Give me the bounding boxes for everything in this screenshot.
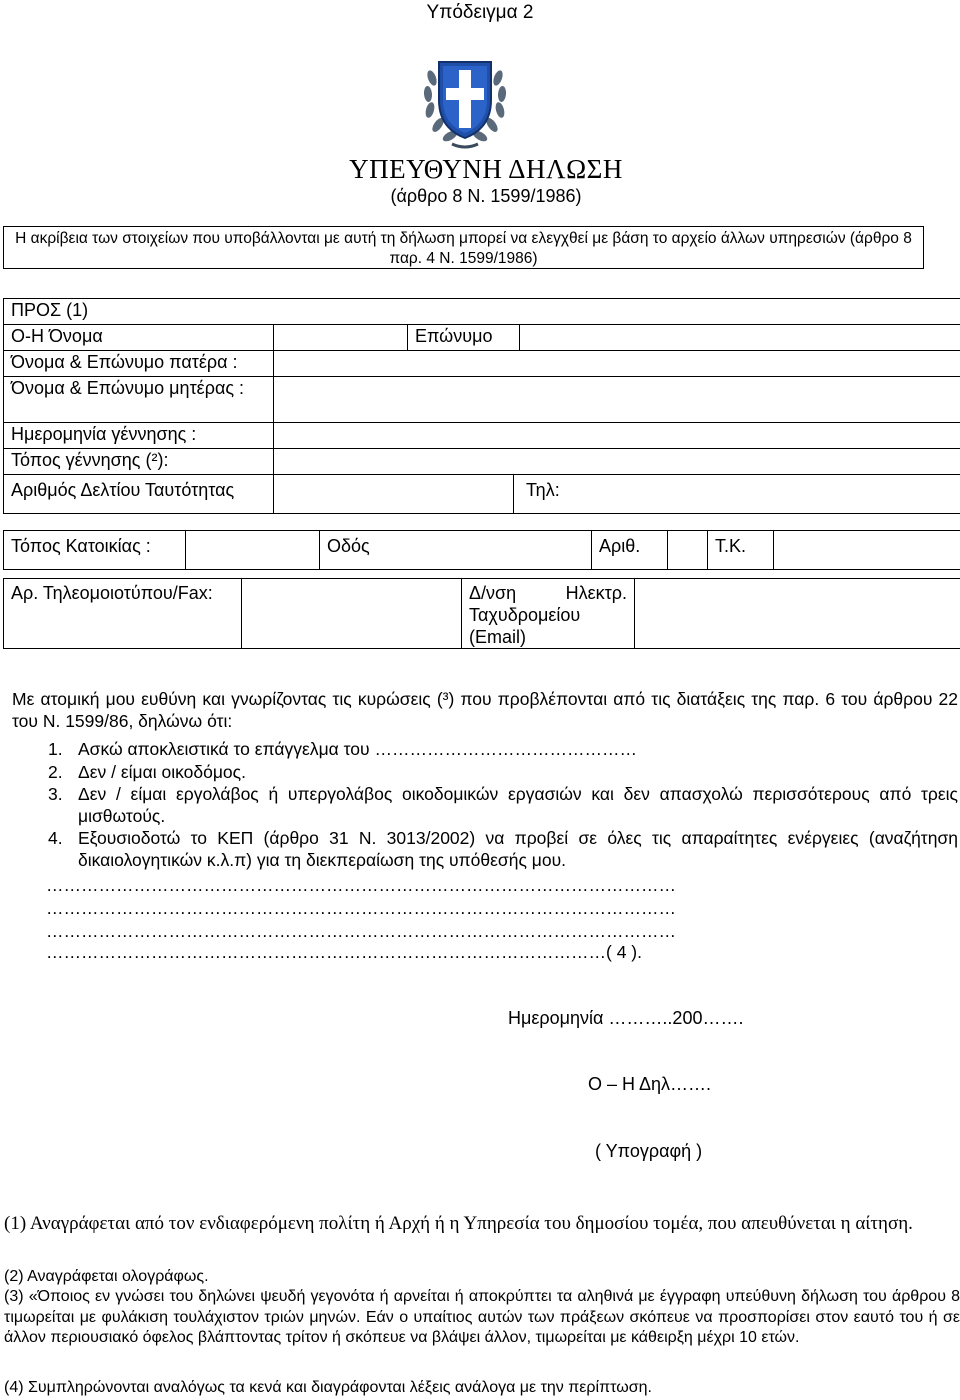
postal-code-field[interactable] <box>774 531 960 570</box>
postal-code-label: Τ.Κ. <box>708 531 774 570</box>
document-subtitle: (άρθρο 8 Ν. 1599/1986) <box>390 186 582 206</box>
table-row <box>4 299 960 325</box>
table-row <box>4 351 960 377</box>
table-row <box>4 579 960 649</box>
first-name-field[interactable] <box>274 325 408 351</box>
table-row <box>4 423 960 449</box>
declaration-item <box>48 827 958 871</box>
residence-label: Τόπος Κατοικίας : <box>4 531 186 570</box>
greek-coat-of-arms-icon <box>422 48 508 152</box>
fax-field[interactable] <box>242 579 462 649</box>
fill-in-line[interactable]: ……………………………………………………………………………………………… <box>46 898 676 918</box>
email-label-line2: Ταχυδρομείου <box>469 605 581 625</box>
id-number-label: Αριθμός Δελτίου Ταυτότητας <box>4 475 274 514</box>
address-table <box>3 530 960 570</box>
birth-date-field[interactable] <box>274 423 960 449</box>
recipient-field[interactable]: ΠΡΟΣ (1) <box>4 299 960 325</box>
footnote-1: (1) Αναγράφεται από τον ενδιαφερόμενη πολίτη ή Αρχή ή η Υπηρεσία του δημοσίου τομέα, που απευθύνεται η αίτηση. <box>4 1213 913 1234</box>
personal-details-table <box>3 298 960 514</box>
item-text: Ασκώ αποκλειστικά το επάγγελμα του ……………………………………… <box>78 739 637 759</box>
fill-in-line[interactable]: ……………………………………………………………………………………………… <box>46 875 676 895</box>
table-row <box>4 531 960 570</box>
item-number: 1. <box>48 739 63 759</box>
footnote-2: (2) Αναγράφεται ολογράφως. <box>4 1268 209 1285</box>
id-number-field[interactable] <box>274 475 514 514</box>
declarant-line: Ο – Η Δηλ……. <box>588 1074 712 1094</box>
mother-name-label: Όνομα & Επώνυμο μητέρας : <box>4 377 274 423</box>
phone-label: Τηλ: <box>514 475 960 514</box>
birth-place-field[interactable] <box>274 449 960 475</box>
declaration-item <box>48 738 960 760</box>
father-name-label: Όνομα & Επώνυμο πατέρα : <box>4 351 274 377</box>
fax-label: Αρ. Τηλεομοιοτύπου/Fax: <box>4 579 242 649</box>
street-label: Οδός <box>320 531 592 570</box>
email-field[interactable] <box>635 579 960 649</box>
footnote-4: (4) Συμπληρώνονται αναλόγως τα κενά και διαγράφονται λέξεις ανάλογα με την περίπτωση. <box>4 1379 652 1396</box>
item-text: Δεν / είμαι οικοδόμος. <box>78 762 246 782</box>
item-text: Δεν / είμαι εργολάβος ή υπεργολάβος οικοδομικών εργασιών και δεν απασχολώ περισσότερους από τρεις μισθωτούς. <box>78 784 958 826</box>
father-name-field[interactable] <box>274 351 960 377</box>
birth-place-label: Τόπος γέννησης (²): <box>4 449 274 475</box>
item-number: 4. <box>48 828 63 848</box>
item-text: Εξουσιοδοτώ το ΚΕΠ (άρθρο 31 Ν. 3013/2002) να προβεί σε όλες τις απαραίτητες ενέργειες (αναζήτηση δικαιολογητικών κ.λ.π) για τη διεκπεραίωση της υπόθεσής μου. <box>78 828 958 870</box>
table-row <box>4 325 960 351</box>
footnote-3: (3) «Όποιος εν γνώσει του δηλώνει ψευδή γεγονότα ή αρνείται ή αποκρύπτει τα αληθινά με έγγραφη υπεύθυνη δήλωση του άρθρου 8 τιμωρείται με φυλάκιση τουλάχιστον τριών μηνών. Εάν ο υπαίτιος αυτών των πράξεων σκόπευε να προσπορίσει στον εαυτό του ή σε άλλον περιουσιακό όφελος βλάπτοντας τρίτον ή σκόπευε να βλάψει άλλον, τιμωρείται με κάθειρξη μέχρι 10 ετών. <box>4 1288 960 1346</box>
declaration-intro: Με ατομική μου ευθύνη και γνωρίζοντας τις κυρώσεις (³) που προβλέπονται από τις διατάξεις της παρ. 6 του άρθρου 22 του Ν. 1599/86, δηλώνω ότι: <box>12 689 958 731</box>
email-label-line3: (Email) <box>469 627 526 647</box>
declaration-item <box>48 783 958 827</box>
date-line[interactable]: Ημερομηνία ………..200……. <box>508 1008 744 1028</box>
street-number-label: Αριθ. <box>592 531 668 570</box>
residence-field[interactable] <box>186 531 320 570</box>
table-row <box>4 377 960 423</box>
surname-field[interactable] <box>520 325 960 351</box>
verification-notice: Η ακρίβεια των στοιχείων που υποβάλλονται με αυτή τη δήλωση μπορεί να ελεγχθεί με βάση το αρχείο άλλων υπηρεσιών (άρθρο 8 παρ. 4 Ν. 1599/1986) <box>3 226 924 269</box>
mother-name-field[interactable] <box>274 377 960 423</box>
first-name-label: Ο-Η Όνομα <box>4 325 274 351</box>
declaration-item <box>48 761 960 783</box>
document-title: ΥΠΕΥΘΥΝΗ ΔΗΛΩΣΗ <box>349 154 623 184</box>
fill-in-line[interactable]: ……………………………………………………………………………………( 4 ). <box>46 942 642 962</box>
table-row <box>4 449 960 475</box>
sample-label: Υπόδειγμα 2 <box>426 2 534 23</box>
surname-label: Επώνυμο <box>408 325 520 351</box>
contact-table <box>3 578 960 649</box>
fill-in-line[interactable]: ……………………………………………………………………………………………… <box>46 921 676 941</box>
item-number: 2. <box>48 762 63 782</box>
email-label-line1: Δ/νση Ηλεκτρ. <box>469 583 627 603</box>
street-number-field[interactable] <box>668 531 708 570</box>
table-row <box>4 475 960 514</box>
birth-date-label: Ημερομηνία γέννησης : <box>4 423 274 449</box>
item-number: 3. <box>48 784 63 804</box>
signature-label: ( Υπογραφή ) <box>595 1141 703 1161</box>
